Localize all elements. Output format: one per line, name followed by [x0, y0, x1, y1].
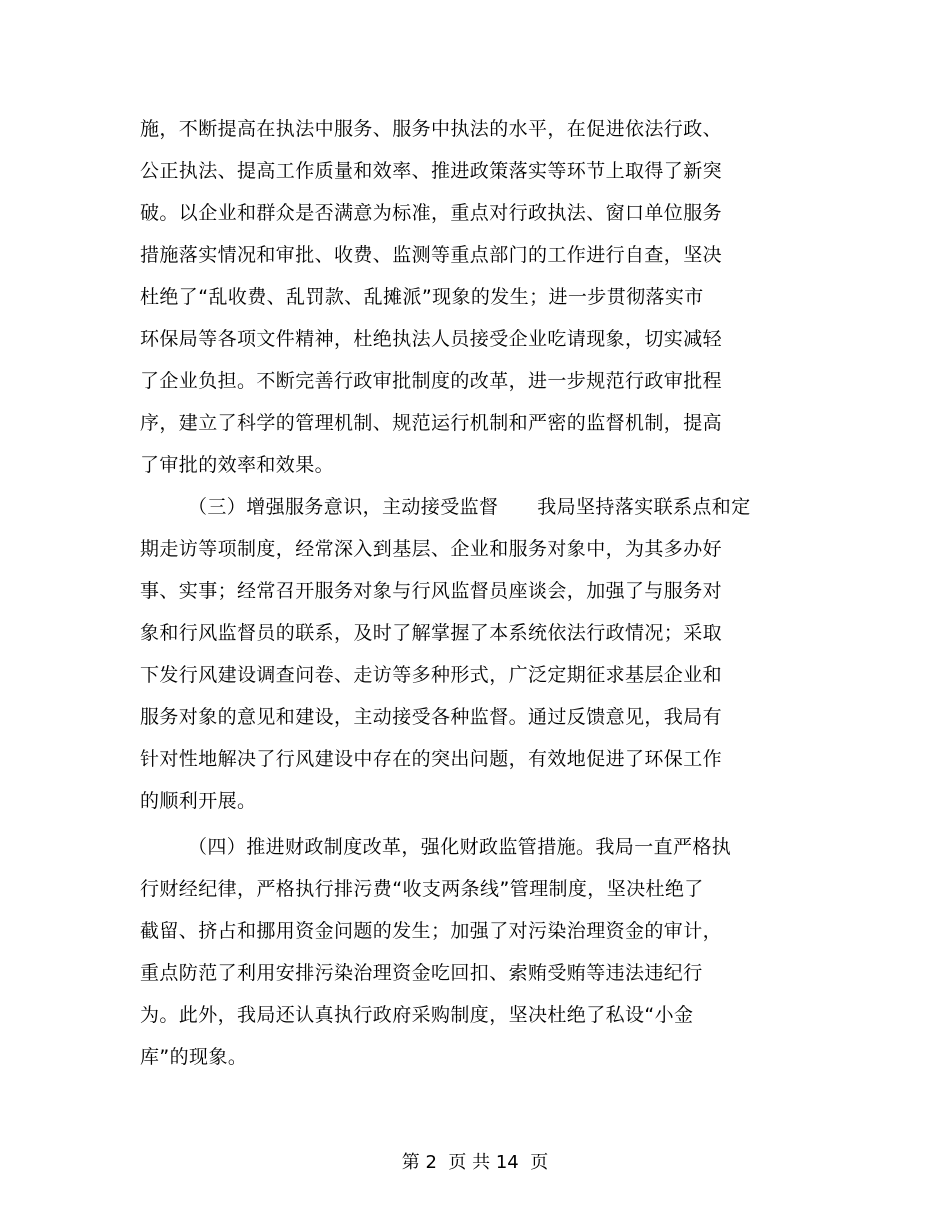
paragraph-line: 公正执法、提高工作质量和效率、推进政策落实等环节上取得了新突 — [140, 160, 723, 182]
paragraph-line: 为。此外，我局还认真执行政府采购制度，坚决杜绝了私设“小金 — [140, 1004, 694, 1026]
paragraph-line: 序，建立了科学的管理机制、规范运行机制和严密的监督机制，提高 — [140, 412, 723, 434]
paragraph-line: 了审批的效率和效果。 — [140, 454, 335, 476]
paragraph-line: 事、实事；经常召开服务对象与行风监督员座谈会，加强了与服务对 — [140, 580, 723, 602]
paragraph-line: 行财经纪律，严格执行排污费“收支两条线”管理制度，坚决杜绝了 — [140, 878, 704, 900]
section-heading-line: （三）增强服务意识，主动接受监督 我局坚持落实联系点和定 — [188, 496, 751, 518]
paragraph-line: 下发行风建设调查问卷、走访等多种形式，广泛定期征求基层企业和 — [140, 664, 723, 686]
paragraph-line: 截留、挤占和挪用资金问题的发生；加强了对污染治理资金的审计， — [140, 920, 723, 942]
paragraph-line: 的顺利开展。 — [140, 790, 257, 812]
paragraph-line: 期走访等项制度，经常深入到基层、企业和服务对象中，为其多办好 — [140, 538, 723, 560]
paragraph-line: 象和行风监督员的联系，及时了解掌握了本系统依法行政情况；采取 — [140, 622, 723, 644]
paragraph-line: 施，不断提高在执法中服务、服务中执法的水平，在促进依法行政、 — [140, 118, 723, 140]
section-heading-line: （四）推进财政制度改革，强化财政监管措施。我局一直严格执 — [188, 836, 732, 858]
paragraph-line: 了企业负担。不断完善行政审批制度的改革，进一步规范行政审批程 — [140, 370, 723, 392]
paragraph-line: 服务对象的意见和建设，主动接受各种监督。通过反馈意见，我局有 — [140, 706, 723, 728]
paragraph-line: 杜绝了“乱收费、乱罚款、乱摊派”现象的发生；进一步贯彻落实市 — [140, 286, 704, 308]
paragraph-line: 重点防范了利用安排污染治理资金吃回扣、索贿受贿等违法违纪行 — [140, 962, 703, 984]
paragraph-line: 库”的现象。 — [140, 1046, 248, 1068]
paragraph-line: 措施落实情况和审批、收费、监测等重点部门的工作进行自查，坚决 — [140, 244, 723, 266]
paragraph-line: 针对性地解决了行风建设中存在的突出问题，有效地促进了环保工作 — [140, 748, 723, 770]
paragraph-line: 破。以企业和群众是否满意为标准，重点对行政执法、窗口单位服务 — [140, 202, 723, 224]
paragraph-line: 环保局等各项文件精神，杜绝执法人员接受企业吃请现象，切实减轻 — [140, 328, 723, 350]
page-number-footer: 第 2 页 共 14 页 — [401, 1152, 549, 1173]
